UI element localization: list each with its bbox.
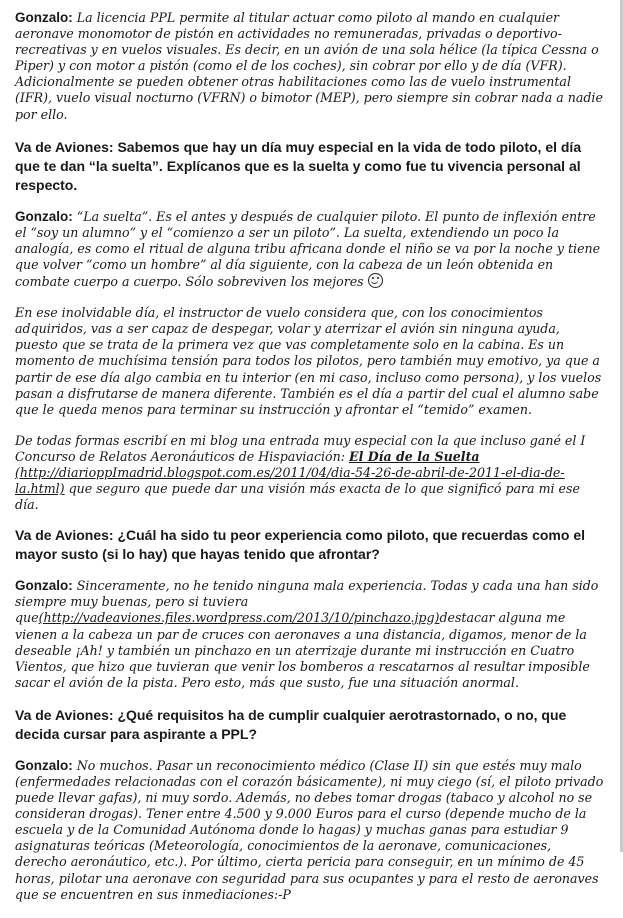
answer-text: No muchos. Pasar un reconocimiento médico (Clase II) sin que estés muy malo (enfermedades relacionadas con el corazón básicamente), ni muy ciego (sí, el piloto privado puede llevar gafas), ni muy sordo. Además, no debes tomar drogas (tabaco y alcohol no se consideran drogas). Tener entre 4.500 y 9.000 Euros para el curso (depende mucho de la escuela y de la Comunidad Autónoma donde lo hagas) y muchas ganas para estudiar 9 asignaturas teóricas (Meteorología, conocimientos de la aeronave, comunicaciones, derecho aeronáutico, etc.). Por último, cierta pericia para conseguir, en un mínimo de 45 horas, pilotar una aeronave con seguridad para sus ocupantes y para el resto de aeronaves que se encuentren en sus inmediaciones:-P <box>15 757 604 902</box>
speaker-label: Gonzalo: <box>15 10 73 25</box>
speaker-label: Gonzalo: <box>15 578 73 594</box>
blog-intro-text: De todas formas escribí en mi blog una entrada muy especial con la que incluso gané el I Concurso de Relatos Aeronáuticos de Hispaviación: <box>15 432 586 464</box>
blog-outro-text: que seguro que puede dar una visión más exacta de lo que significó para mi ese día. <box>15 481 580 513</box>
answer-text-start: Sinceramente, no he tenido ninguna mala experiencia. Todas y cada una han sido siempre muy buenas, pero si tuviera que <box>15 578 599 626</box>
answer-la-suelta <box>15 209 605 290</box>
answer-text-end: destacar alguna me vienen a la cabeza un par de cruces con aeronaves a una distancia, digamos, menor de la deseable ¡Ah! y también un pinchazo en un aterrizaje durante mi instrucción en Cuatro Vientos, que hizo que tuvieran que venir los bomberos a rescatarnos al resultar imposible sacar el avión de la pista. Pero esto, más que susto, fue una situación anormal. <box>15 610 590 690</box>
blog-url-link[interactable]: (http://diarioppImadrid.blogspot.com.es/2011/04/dia-54-26-de-abril-de-2011-el-dia-de-la.html) <box>15 464 565 497</box>
answer-ppl-license <box>15 10 605 123</box>
paragraph-suelta-day: En ese inolvidable día, el instructor de vuelo considera que, con los conocimientos adquiridos, vas a ser capaz de despegar, volar y aterrizar el avión sin ninguna ayuda, puesto que se trata de la primera vez que vas completamente solo en la cabina. Es un momento de muchísima tensión para todos los pilotos, pero también muy emotivo, ya que a partir de ese día algo cambia en tu interior (en mi caso, incluso como persona), y los vuelos pasan a disfrutarse de manera diferente. También es el día a partir del cual el alumno sabe que le queda menos para terminar su instrucción y afrontar el “temido” examen. <box>15 305 602 417</box>
answer-text: “La suelta”. Es el antes y después de cualquier piloto. El punto de inflexión entre el “soy un alumno” y el “comienzo a ser un piloto”. La suelta, extendiendo un poco la analogía, es como el ritual de alguna tribu africana donde el niño se va por la noche y tiene que volver “como un hombre” al día siguiente, con la cabeza de un león obtenida en combate cuerpo a cuerpo. Sólo sobreviven los mejores <box>15 208 601 290</box>
answer-requirements <box>15 758 605 903</box>
blog-title-link[interactable]: El Día de la Suelta <box>348 448 480 464</box>
smiley-icon <box>368 273 383 288</box>
speaker-label: Gonzalo: <box>15 757 73 773</box>
question-requirements: Va de Aviones: ¿Qué requisitos ha de cumplir cualquier aerotrastornado, o no, que decida cursar para aspirante a PPL? <box>15 706 567 742</box>
answer-worst-experience <box>15 578 605 691</box>
speaker-label: Gonzalo: <box>15 208 73 224</box>
answer-text: La licencia PPL permite al titular actuar como piloto al mando en cualquier aeronave monomotor de pistón en actividades no remuneradas, privadas o deportivo-recreativas y en vuelos visuales. Es decir, en un avión de una sola hélice (la típica Cessna o Piper) y con motor a pistón (como el de los coches), sin cobrar por ello y de día (VFR). Adicionalmente se pueden obtener otras habilitaciones como las de vuelo instrumental (IFR), vuelo visual nocturno (VFRN) o bimotor (MEP), pero siempre sin cobrar nada a nadie por ello. <box>15 10 603 122</box>
interview-content <box>15 10 605 918</box>
question-la-suelta: Va de Aviones: Sabemos que hay un día muy especial en la vida de todo piloto, el día que te dan “la suelta”. Explícanos que es la suelta y como fue tu vivencia personal al respecto. <box>15 138 582 193</box>
paragraph-blog-entry <box>15 433 605 513</box>
photo-url-link[interactable]: (http://vadeaviones.files.wordpress.com/2013/10/pinchazo.jpg) <box>38 610 440 626</box>
question-worst-experience: Va de Aviones: ¿Cuál ha sido tu peor experiencia como piloto, que recuerdas como el mayor susto (si lo hay) que hayas tenido que afrontar? <box>15 527 585 563</box>
